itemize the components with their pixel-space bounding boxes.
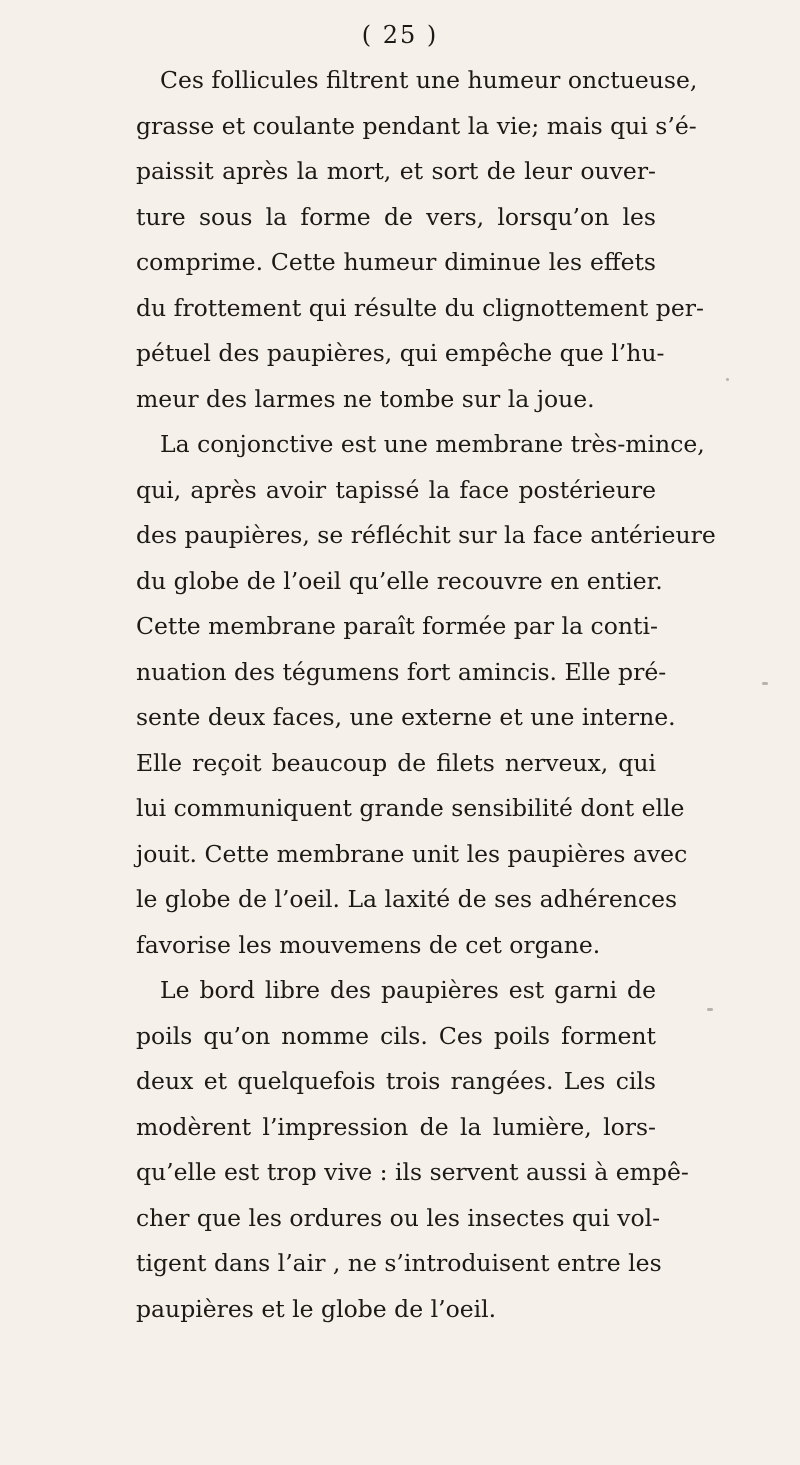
text-line: qu’elle est trop vive : ils servent aussi à empê- xyxy=(136,1158,689,1186)
text-line: La conjonctive est une membrane très-mince, xyxy=(160,430,705,458)
text-line: du globe de l’oeil qu’elle recouvre en entier. xyxy=(136,566,663,595)
text-line: le globe de l’oeil. La laxité de ses adhérences xyxy=(136,885,678,913)
paper-speck xyxy=(762,682,768,685)
body-text xyxy=(136,58,716,1332)
text-line: Cette membrane paraît formée par la conti- xyxy=(136,612,658,640)
text-line: modèrent l’impression de la lumière, lors- xyxy=(136,1112,656,1141)
text-line: cher que les ordures ou les insectes qui vol- xyxy=(136,1203,661,1232)
page-number: ( 25 ) xyxy=(361,21,439,49)
text-line: Ces follicules filtrent une humeur onctueuse, xyxy=(160,66,698,94)
text-line: favorise les mouvemens de cet organe. xyxy=(136,930,601,959)
text-line: lui communiquent grande sensibilité dont elle xyxy=(136,794,685,822)
text-line: qui, après avoir tapissé la face postérieure xyxy=(136,475,656,504)
text-line: sente deux faces, une externe et une interne. xyxy=(136,703,676,731)
text-line: grasse et coulante pendant la vie; mais qui s’é- xyxy=(136,111,697,140)
paper-speck xyxy=(726,378,729,381)
text-line: pétuel des paupières, qui empêche que l’hu- xyxy=(136,339,665,367)
paper-speck xyxy=(707,1008,713,1011)
text-line: ture sous la forme de vers, lorsqu’on les xyxy=(136,202,656,231)
text-line: tigent dans l’air , ne s’introduisent entre les xyxy=(136,1249,662,1277)
text-line: des paupières, se réfléchit sur la face antérieure xyxy=(136,521,716,549)
text-line: deux et quelquefois trois rangées. Les cils xyxy=(136,1067,656,1095)
text-line: Elle reçoit beaucoup de filets nerveux, qui xyxy=(136,748,656,777)
text-line: paissit après la mort, et sort de leur ouver- xyxy=(136,157,656,185)
text-line: Le bord libre des paupières est garni de xyxy=(160,976,656,1004)
text-line: nuation des tégumens fort amincis. Elle pré- xyxy=(136,657,667,686)
text-line: du frottement qui résulte du clignottement per- xyxy=(136,293,704,322)
text-line: comprime. Cette humeur diminue les effets xyxy=(136,248,656,276)
text-line: jouit. Cette membrane unit les paupières avec xyxy=(136,839,688,868)
text-line: meur des larmes ne tombe sur la joue. xyxy=(136,384,595,413)
text-line: paupières et le globe de l’oeil. xyxy=(136,1294,497,1323)
text-line: poils qu’on nomme cils. Ces poils forment xyxy=(136,1021,656,1050)
